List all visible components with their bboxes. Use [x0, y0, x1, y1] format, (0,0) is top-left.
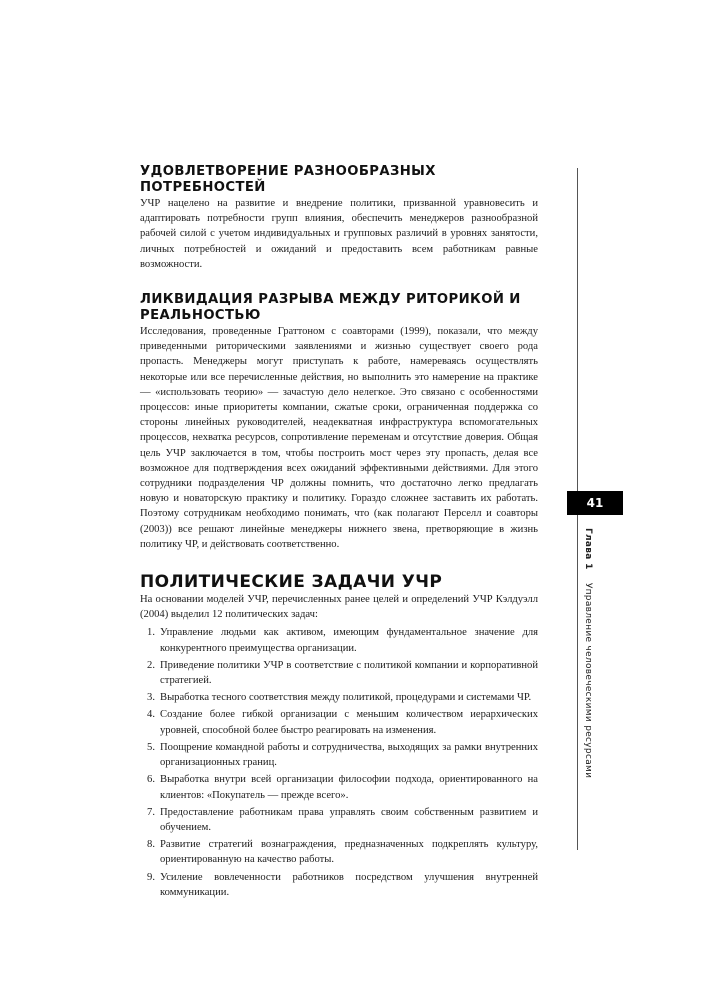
list-item — [140, 625, 538, 655]
list-item-text: Управление людьми как активом, имеющим фундаментальное значение для конкурентного преимущества организации. — [160, 627, 538, 654]
section-heading-diverse-needs: УДОВЛЕТВОРЕНИЕ РАЗНООБРАЗНЫХ ПОТРЕБНОСТЕЙ — [140, 164, 436, 195]
section-body-rhetoric-gap: Исследования, проведенные Граттоном с соавторами (1999), показали, что между приведенными риторическими заявлениями и жизнью существует своего рода пропасть. Менеджеры могут приступать к работе, намереваясь осуществлять некоторые или все перечисленные действия, но выполнить это намерение на практике — «использовать теорию» — зачастую дело нелегкое. Это связано с особенностями процессов: иные приоритеты компании, сжатые сроки, ограниченная поддержка со стороны линейных руководителей, неадекватная инфраструктура вспомогательных процессов, нехватка ресурсов, сопротивление переменам и отсутствие доверия. Общая цель УЧР заключается в том, чтобы построить мост через эту пропасть, делая все возможное для подтверждения всех ожиданий эффективными действиями. Для этого сотрудники подразделения ЧР должны помнить, что достаточно легко предлагать новую и новаторскую практику и политику. Гораздо сложнее заставить их работать. Поэтому сотрудникам необходимо понимать, что (как полагают Перселл и соавторы (2003)) все решают линейные менеджеры нижнего звена, претворяющие в жизнь политику ЧР, и действовать соответственно. — [140, 326, 538, 550]
list-item — [140, 870, 538, 900]
list-item — [140, 772, 538, 802]
page-number: 41 — [586, 496, 604, 510]
policy-goals-list — [140, 625, 538, 899]
page-number-tab — [567, 491, 623, 515]
list-item-text: Усиление вовлеченности работников посредством улучшения внутренней коммуникации. — [160, 871, 538, 898]
list-item-text: Создание более гибкой организации с меньшим количеством иерархических уровней, способной более быстро реагировать на изменения. — [160, 709, 538, 736]
list-item-text: Развитие стратегий вознаграждения, предназначенных подкреплять культуру, ориентированную на качество работы. — [160, 839, 538, 866]
list-item — [140, 837, 538, 867]
list-item-text: Выработка тесного соответствия между политикой, процедурами и системами ЧР. — [160, 692, 532, 704]
list-item-number: 3. — [147, 692, 155, 704]
section-heading-policy-goals: ПОЛИТИЧЕСКИЕ ЗАДАЧИ УЧР — [140, 572, 443, 593]
list-item-text: Выработка внутри всей организации философии подхода, ориентированного на клиентов: «Покупатель — прежде всего». — [160, 774, 538, 801]
list-item — [140, 690, 538, 705]
list-item-number: 5. — [147, 741, 155, 753]
running-head-chapter: Глава 1 — [583, 528, 593, 570]
list-item-number: 1. — [147, 627, 155, 639]
section-intro-policy-goals: На основании моделей УЧР, перечисленных ранее целей и определений УЧР Кэлдуэлл (2004) выделил 12 политических задач: — [140, 594, 538, 621]
section-heading-rhetoric-gap: ЛИКВИДАЦИЯ РАЗРЫВА МЕЖДУ РИТОРИКОЙ И РЕАЛЬНОСТЬЮ — [140, 292, 521, 324]
list-item-number: 9. — [147, 871, 155, 883]
list-item-number: 2. — [147, 659, 155, 671]
running-head-title: Управление человеческими ресурсами — [583, 582, 593, 779]
list-item — [140, 805, 538, 835]
list-item-text: Поощрение командной работы и сотрудничества, выходящих за рамки внутренних организационных границ. — [160, 741, 538, 769]
list-item — [140, 740, 538, 770]
list-item-number: 6. — [147, 774, 155, 786]
section-body-diverse-needs: УЧР нацелено на развитие и внедрение политики, призванной уравновесить и адаптировать потребности групп влияния, обеспечить менеджеров разнообразной рабочей силой с учетом индивидуальных и групповых различий в уровнях занятости, личных потребностей и ожиданий и предоставить всем работникам равные возможности. — [140, 198, 538, 270]
list-item — [140, 707, 538, 737]
list-item-number: 4. — [147, 709, 155, 721]
running-head — [583, 528, 593, 778]
list-item-text: Предоставление работникам права управлять своим собственным развитием и обучением. — [160, 806, 538, 833]
list-item-text: Приведение политики УЧР в соответствие с политикой компании и корпоративной стратегией. — [160, 659, 538, 687]
page-content — [140, 164, 538, 902]
list-item-number: 7. — [147, 806, 155, 818]
list-item-number: 8. — [147, 839, 155, 851]
list-item — [140, 658, 538, 688]
